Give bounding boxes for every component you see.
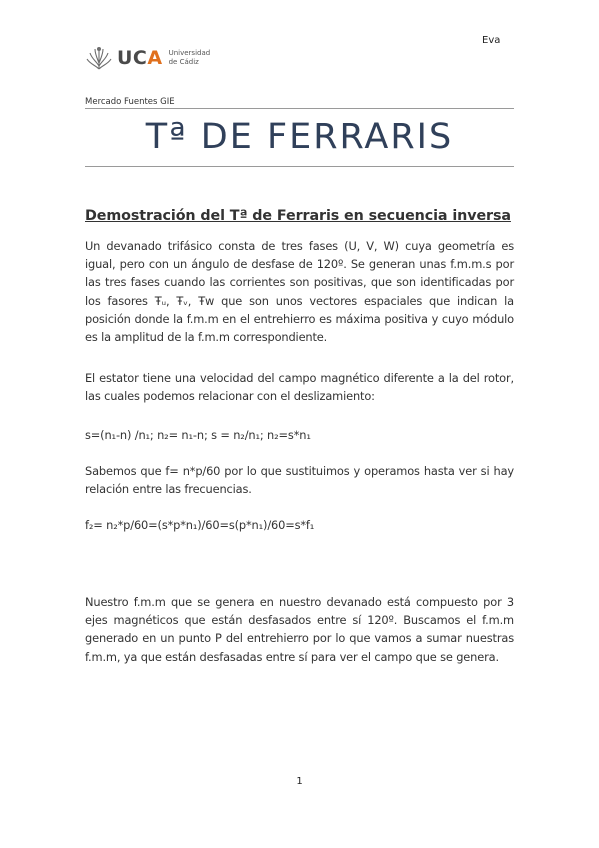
header-author: Eva	[482, 35, 501, 46]
logo-acronym: UCA	[117, 47, 163, 69]
section-heading: Demostración del Tª de Ferraris en secuencia inversa	[85, 208, 511, 224]
paragraph-3: Sabemos que f= n*p/60 por lo que sustituimos y operamos hasta ver si hay relación entre las frecuencias.	[85, 464, 514, 497]
document-title: Tª DE FERRARIS	[145, 117, 454, 157]
equation-frequency: f₂= n₂*p/60=(s*p*n₁)/60=s(p*n₁)/60=s*f₁	[85, 518, 315, 532]
uca-emblem-icon	[85, 45, 113, 71]
university-logo	[85, 45, 210, 71]
paragraph-4: Nuestro f.m.m que se genera en nuestro devanado está compuesto por 3 ejes magnéticos que están desfasados entre sí 120º. Buscamos el f.m.m generado en un punto P del entrehierro por lo que vamos a sumar nuestras f.m.m, ya que están desfasadas entre sí para ver el campo que se genera.	[85, 595, 514, 664]
paragraph-1: Un devanado trifásico consta de tres fases (U, V, W) cuya geometría es igual, pero con un ángulo de desfase de 120º. Se generan unas f.m.m.s por las tres fases cuando las corrientes son positivas, que son identificadas por los fasores Ŧᵤ, Ŧᵥ, Ŧw que son unos vectores espaciales que indican la posición donde la f.m.m en el entrehierro es máxima positiva y cuyo módulo es la amplitud de la f.m.m correspondiente.	[85, 239, 514, 345]
header-label: Mercado Fuentes GIE	[85, 97, 175, 107]
paragraph-2: El estator tiene una velocidad del campo magnético diferente a la del rotor, las cuales podemos relacionar con el deslizamiento:	[85, 371, 514, 404]
equation-slip: s=(n₁-n) /n₁; n₂= n₁-n; s = n₂/n₁; n₂=s*n₁	[85, 428, 311, 442]
logo-university-name: Universidad de Cádiz	[168, 49, 211, 66]
title-divider	[85, 166, 514, 167]
header-divider	[85, 108, 514, 109]
page-number: 1	[296, 776, 303, 787]
